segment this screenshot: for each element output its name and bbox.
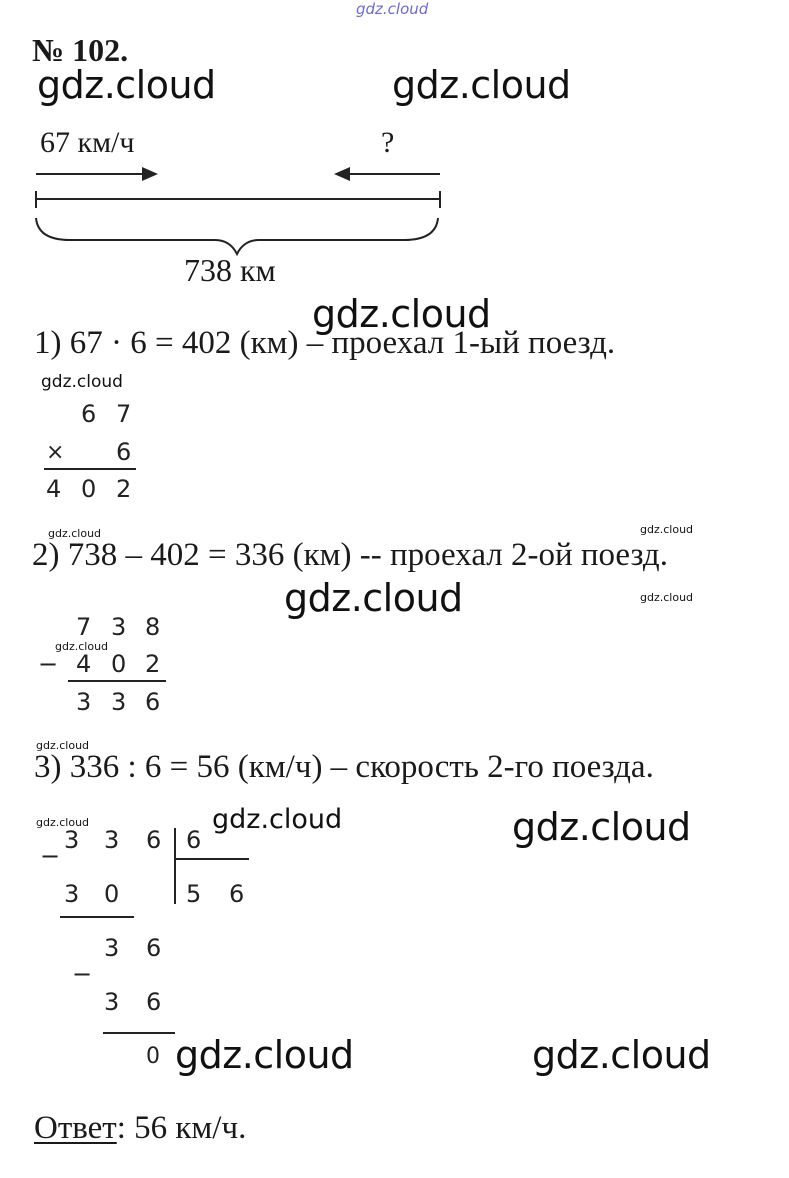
digit: 7: [76, 613, 92, 641]
digit: 0: [104, 880, 120, 908]
digit: 3: [76, 688, 92, 716]
watermark: gdz.cloud: [37, 63, 216, 107]
watermark: gdz.cloud: [48, 527, 102, 540]
watermark: gdz.cloud: [284, 576, 463, 620]
step-3: 3) 336 : 6 = 56 (км/ч) – скорость 2-го поезда.: [34, 749, 654, 785]
digit: 4: [46, 475, 62, 503]
distance-segment: [36, 191, 440, 208]
diagram-distance-label: 738 км: [184, 252, 276, 288]
answer-separator: :: [116, 1110, 126, 1146]
problem-number: № 102.: [32, 32, 129, 68]
digit: 3: [64, 826, 80, 854]
answer: [34, 1110, 246, 1147]
arrow-right-icon: [36, 167, 158, 181]
minus-sign: −: [38, 650, 59, 678]
watermark: gdz.cloud: [175, 1033, 354, 1077]
underline: [103, 1032, 175, 1034]
diagram-speed-label: 67 км/ч: [40, 126, 135, 159]
motion-diagram: [30, 160, 450, 260]
quotient-digit: 5: [186, 880, 202, 908]
digit: 3: [104, 934, 120, 962]
watermark: gdz.cloud: [36, 816, 90, 829]
digit: 7: [116, 400, 132, 428]
underline: [68, 680, 166, 682]
digit: 3: [64, 880, 80, 908]
digit: 6: [146, 826, 162, 854]
digit: 8: [145, 613, 161, 641]
watermark: gdz.cloud: [312, 292, 491, 336]
digit: 6: [146, 988, 162, 1016]
quotient-line: [175, 858, 249, 860]
watermark: gdz.cloud: [212, 804, 343, 835]
quotient-digit: 6: [229, 880, 245, 908]
watermark: gdz.cloud: [392, 63, 571, 107]
digit: 6: [146, 934, 162, 962]
digit: 6: [145, 688, 161, 716]
digit: 2: [116, 475, 132, 503]
multiply-sign: ×: [46, 440, 65, 465]
underline: [60, 916, 134, 918]
answer-value: 56 км/ч.: [125, 1110, 247, 1146]
digit: 6: [81, 400, 97, 428]
step-2: 2) 738 – 402 = 336 (км) -- проехал 2-ой поезд.: [32, 537, 668, 573]
diagram-unknown-label: ?: [381, 126, 395, 159]
division-bar: [174, 828, 176, 904]
watermark: gdz.cloud: [532, 1033, 711, 1077]
step-1: 1) 67 · 6 = 402 (км) – проехал 1-ый поезд.: [34, 325, 616, 361]
watermark: gdz.cloud: [55, 640, 109, 653]
watermark: gdz.cloud: [512, 805, 691, 849]
digit: 6: [116, 438, 132, 466]
digit: 4: [76, 650, 92, 678]
underline: [44, 468, 136, 470]
watermark-top: gdz.cloud: [356, 0, 429, 18]
watermark: gdz.cloud: [41, 372, 123, 392]
watermark: gdz.cloud: [640, 591, 694, 604]
brace: [36, 218, 438, 254]
divisor: 6: [186, 826, 202, 854]
minus-sign: −: [40, 842, 61, 870]
digit: 2: [145, 650, 161, 678]
minus-sign: −: [72, 960, 93, 988]
digit: 3: [111, 688, 127, 716]
answer-label: Ответ: [34, 1110, 117, 1146]
watermark: gdz.cloud: [640, 523, 694, 536]
digit: 0: [111, 650, 127, 678]
watermark: gdz.cloud: [36, 739, 90, 752]
digit: 0: [146, 1044, 160, 1069]
digit: 3: [111, 613, 127, 641]
digit: 3: [104, 988, 120, 1016]
arrow-left-icon: [334, 167, 440, 181]
digit: 3: [104, 826, 120, 854]
digit: 0: [81, 475, 97, 503]
